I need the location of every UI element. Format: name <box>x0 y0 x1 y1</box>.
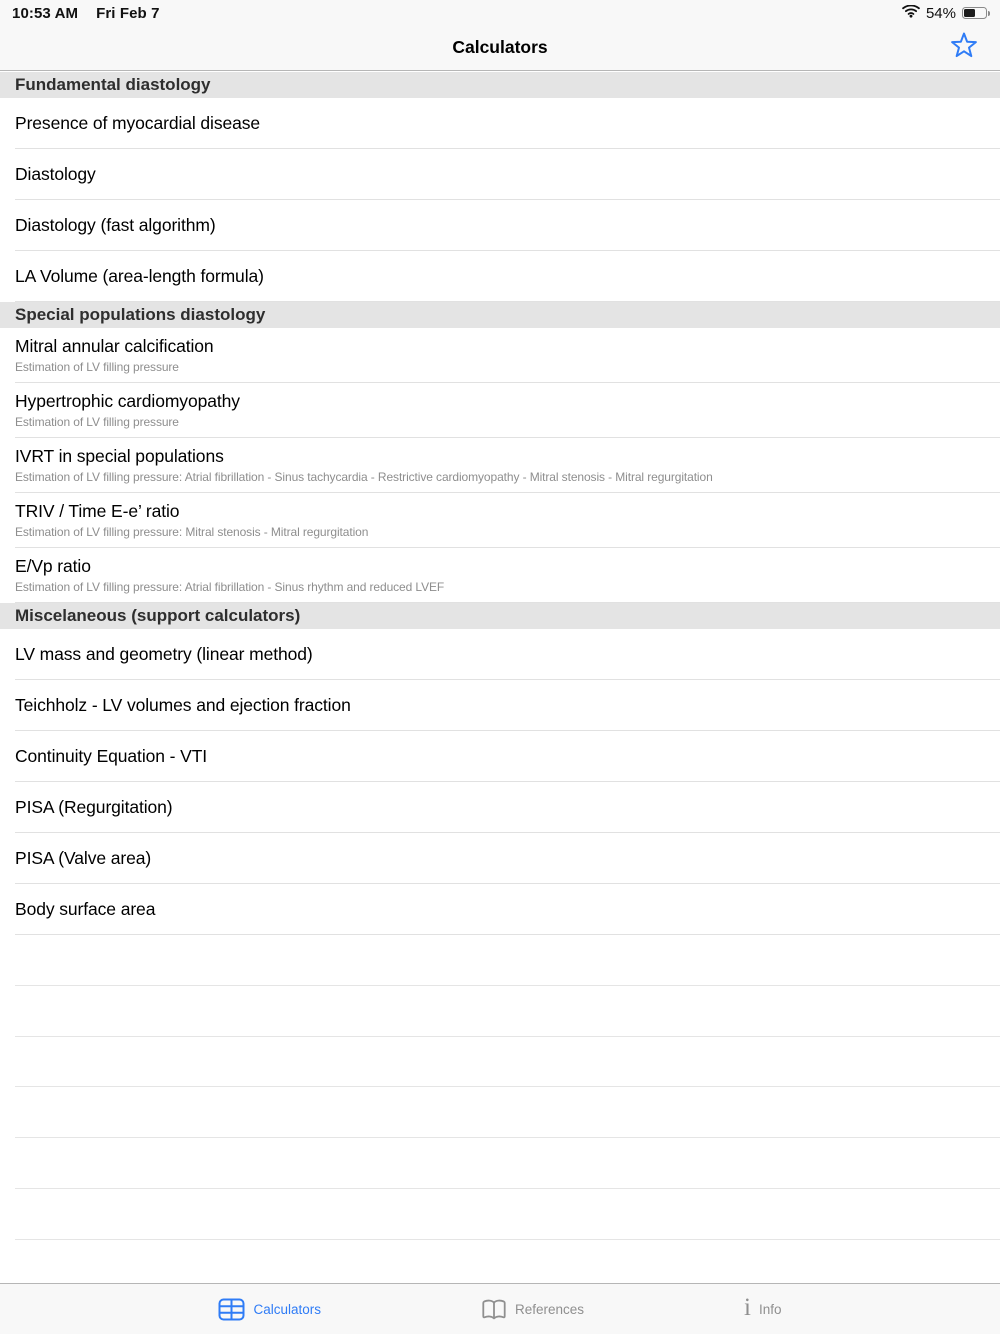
section-header <box>0 603 1000 629</box>
list-item[interactable] <box>0 629 1000 680</box>
list-item[interactable] <box>0 833 1000 884</box>
list-item-subtitle: Estimation of LV filling pressure <box>15 360 179 374</box>
list-item[interactable] <box>0 884 1000 935</box>
list-item[interactable] <box>0 493 1000 548</box>
wifi-icon <box>902 5 920 22</box>
status-bar <box>0 0 1000 24</box>
empty-list-row <box>0 986 1000 1037</box>
list-item-title: Body surface area <box>15 899 156 919</box>
list-item-subtitle: Estimation of LV filling pressure <box>15 415 179 429</box>
battery-percent: 54% <box>925 4 956 22</box>
section-header-label: Special populations diastology <box>15 305 266 324</box>
section-header-label: Fundamental diastology <box>15 75 211 94</box>
table-grid-icon <box>218 1298 245 1321</box>
tab-references[interactable] <box>481 1298 584 1321</box>
list-item[interactable] <box>0 438 1000 493</box>
status-left <box>12 5 160 22</box>
list-item-title: Hypertrophic cardiomyopathy <box>15 391 240 411</box>
list-item-title: Mitral annular calcification <box>15 336 214 356</box>
list-item-title: LV mass and geometry (linear method) <box>15 644 313 664</box>
list-item[interactable] <box>0 548 1000 603</box>
star-icon <box>949 30 979 63</box>
empty-list-row <box>0 1037 1000 1088</box>
list-item-title: Teichholz - LV volumes and ejection fraction <box>15 695 351 715</box>
list-item-title: Diastology <box>15 164 96 184</box>
battery-icon <box>962 7 990 19</box>
header <box>0 0 1000 71</box>
tab-info[interactable] <box>744 1293 782 1322</box>
list-item-title: IVRT in special populations <box>15 446 224 466</box>
nav-bar <box>0 24 1000 70</box>
tab-label: Calculators <box>253 1301 321 1317</box>
info-icon: i <box>744 1293 751 1321</box>
list-item-title: TRIV / Time E-e’ ratio <box>15 501 180 521</box>
list-item-title: LA Volume (area-length formula) <box>15 266 264 286</box>
tab-bar <box>0 1283 1000 1334</box>
list-item-subtitle: Estimation of LV filling pressure: Mitral stenosis - Mitral regurgitation <box>15 525 369 539</box>
list-item[interactable] <box>0 731 1000 782</box>
empty-list-row <box>0 935 1000 986</box>
tab-calculators[interactable] <box>218 1298 321 1321</box>
status-date: Fri Feb 7 <box>96 4 160 22</box>
list-item-title: Diastology (fast algorithm) <box>15 215 216 235</box>
tab-label: References <box>515 1301 585 1317</box>
favorites-button[interactable] <box>948 30 980 62</box>
open-book-icon <box>481 1298 507 1321</box>
page-title: Calculators <box>452 36 548 57</box>
empty-list-row <box>0 1189 1000 1240</box>
list-item-title: E/Vp ratio <box>15 556 91 576</box>
empty-list-row <box>0 1138 1000 1189</box>
list-item-title: Continuity Equation - VTI <box>15 746 208 766</box>
list-item[interactable] <box>0 200 1000 251</box>
empty-list-row <box>0 1087 1000 1138</box>
calculator-list <box>0 72 1000 1283</box>
section-header <box>0 72 1000 98</box>
list-item[interactable] <box>0 328 1000 383</box>
list-item-subtitle: Estimation of LV filling pressure: Atrial fibrillation - Sinus tachycardia - Restrictive cardiomyopathy - Mitral stenosis - Mitral regurgitation <box>15 470 713 484</box>
list-item[interactable] <box>0 251 1000 302</box>
status-right <box>902 5 990 22</box>
list-item-title: PISA (Valve area) <box>15 848 152 868</box>
section-header <box>0 302 1000 328</box>
list-item[interactable] <box>0 98 1000 149</box>
list-item-subtitle: Estimation of LV filling pressure: Atrial fibrillation - Sinus rhythm and reduced LVEF <box>15 580 445 594</box>
list-item-title: Presence of myocardial disease <box>15 113 261 133</box>
list-item-title: PISA (Regurgitation) <box>15 797 173 817</box>
list-item[interactable] <box>0 680 1000 731</box>
list-item[interactable] <box>0 383 1000 438</box>
tab-label: Info <box>759 1301 782 1317</box>
status-time: 10:53 AM <box>12 4 79 22</box>
list-item[interactable] <box>0 149 1000 200</box>
list-item[interactable] <box>0 782 1000 833</box>
section-header-label: Miscelaneous (support calculators) <box>15 606 301 625</box>
